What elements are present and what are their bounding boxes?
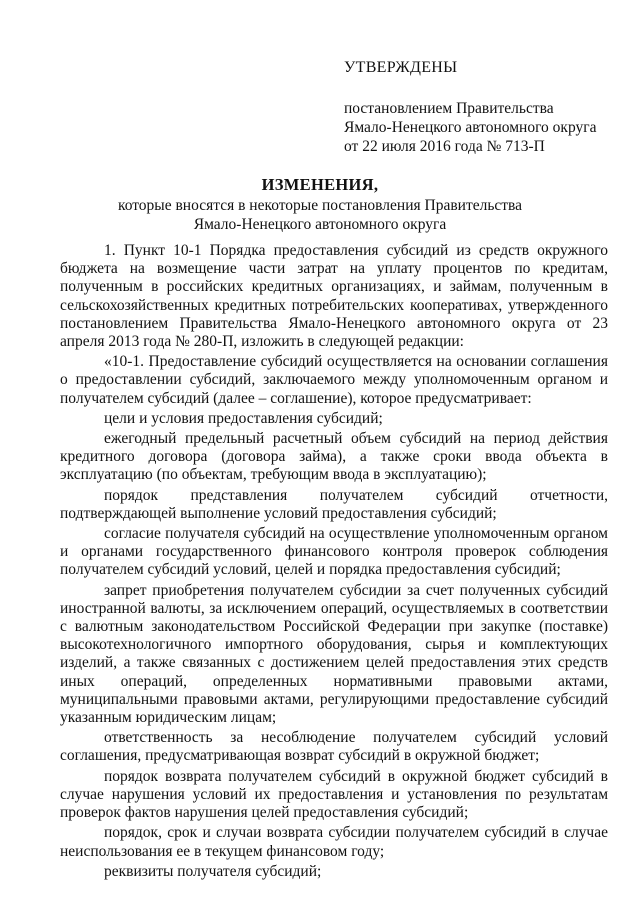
- approval-heading: УТВЕРЖДЕНЫ: [344, 59, 458, 76]
- document-title: [60, 174, 580, 234]
- paragraph-consent: согласие получателя субсидий на осуществление уполномоченным органом и органами государственного финансового контроля проверок соблюдения получателем субсидий условий, целей и порядка предоставления субсидий;: [60, 525, 608, 579]
- paragraph-clause-10-1: «10-1. Предоставление субсидий осуществляется на основании соглашения о предоставлении субсидий, заключаемого между уполномоченным органом и получателем субсидий (далее – соглашение), которое предусматривает:: [60, 353, 608, 407]
- title-subtitle-2: Ямало-Ненецкого автономного округа: [193, 216, 447, 233]
- paragraph-item-1: 1. Пункт 10-1 Порядка предоставления субсидий из средств окружного бюджета на возмещение части затрат на уплату процентов по кредитам, полученным в российских кредитных организациях, и займам, полученным в сельскохозяйственных кредитных потребительских кооперативах, утвержденного постановлением Правительства Ямало-Ненецкого автономного округа от 23 апреля 2013 года № 280-П, изложить в следующей редакции:: [60, 242, 608, 351]
- paragraph-responsibility: ответственность за несоблюдение получателем субсидий условий соглашения, предусматривающая возврат субсидий в окружной бюджет;: [60, 729, 608, 765]
- paragraph-annual-volume: ежегодный предельный расчетный объем субсидий на период действия кредитного договора (договора займа), а также сроки ввода объекта в эксплуатацию (по объектам, требующим ввода в эксплуатацию);: [60, 430, 608, 484]
- title-main: ИЗМЕНЕНИЯ,: [261, 175, 379, 194]
- approval-stamp: [344, 58, 614, 156]
- paragraph-refund-terms: порядок, срок и случаи возврата субсидии получателем субсидий в случае неиспользования ее в текущем финансовом году;: [60, 824, 608, 860]
- document-body: [60, 242, 608, 881]
- title-subtitle-1: которые вносятся в некоторые постановления Правительства: [117, 197, 523, 214]
- paragraph-goals: цели и условия предоставления субсидий;: [104, 409, 383, 427]
- paragraph-requisites: реквизиты получателя субсидий;: [104, 862, 322, 880]
- approval-line-3: от 22 июля 2016 года № 713-П: [344, 138, 545, 155]
- paragraph-reporting: порядок представления получателем субсидий отчетности, подтверждающей выполнение условий предоставления субсидий;: [60, 486, 608, 522]
- approval-line-1: постановлением Правительства: [344, 100, 554, 117]
- paragraph-currency-ban: запрет приобретения получателем субсидии за счет полученных субсидий иностранной валюты, за исключением операций, осуществляемых в соответствии с валютным законодательством Российской Федерации при закупке (поставке) высокотехнологичного импортного оборудования, сырья и комплектующих изделий, а также связанных с достижением целей предоставления этих средств иных операций, определенных нормативными правовыми актами, муниципальными правовыми актами, регулирующими предоставление субсидий указанным юридическим лицам;: [60, 581, 608, 727]
- paragraph-refund-order: порядок возврата получателем субсидий в окружной бюджет субсидий в случае нарушения условий их предоставления и установления по результатам проверок фактов нарушения целей предоставления субсидий;: [60, 767, 608, 822]
- approval-line-2: Ямало-Ненецкого автономного округа: [344, 119, 597, 136]
